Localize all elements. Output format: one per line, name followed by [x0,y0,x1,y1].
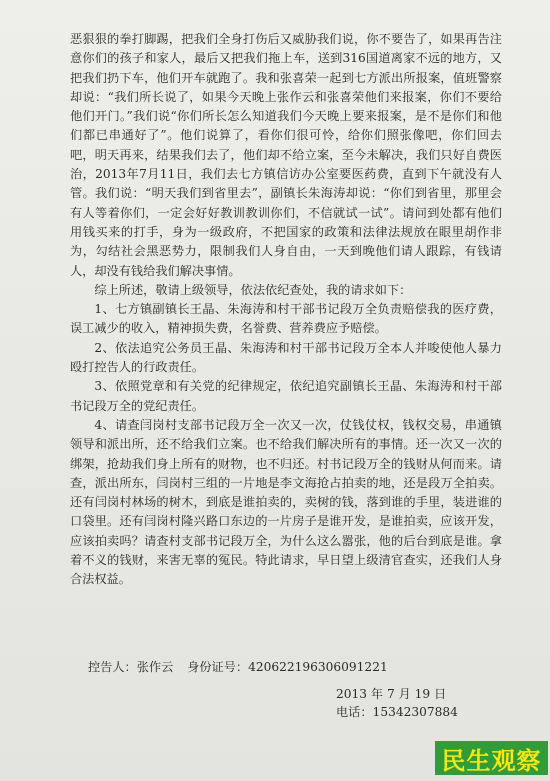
letter-paragraph: 恶狠狠的拳打脚踢，把我们全身打伤后又威胁我们说，你不要告了，如果再告注意你们的孩子和家人，最后又把我们拖上车，送到316国道离家不远的地方，又把我们扔下车，他们开车就跑了。我和张喜荣一起到七方派出所报案，值班警察却说：“我们所长说了，如果今天晚上张作云和张喜荣他们来报案，你们不要给他们开门。”我们说“你们所长怎么知道我们今天晚上要来报案，是不是你们和他们都已串通好了”。他们说算了，看你们很可怜，给你们照张像吧，你们回去吧，明天再来，结果我们去了，他们却不给立案，至今未解决，我们只好自费医治，2013年7月11日，我们去七方镇信访办公室要医药费，直到下午就没有人管。我们说：“明天我们到省里去”，副镇长朱海涛却说：“你们到省里，那里会有人等着你们，一定会好好教训教训你们，不信就试一试”。请问到处都有他们用钱买来的打手，身为一级政府，不把国家的政策和法律法规放在眼里胡作非为，勾结社会黑恶势力，限制我们人身自由，一天到晚他们请人跟踪，有钱请人，却没有钱给我们解决事情。 [70,32,502,278]
letter-paragraph: 1、七方镇副镇长王晶、朱海涛和村干部书记段万全负责赔偿我的医疗费，误工减少的收入，精神损失费，名誉费、营养费应予赔偿。 [70,302,502,336]
letter-paragraph: 2、依法追究公务员王晶、朱海涛和村干部书记段万全本人并唆使他人暴力殴打控告人的行政责任。 [70,340,502,375]
contact-phone: 电话：15342307884 [336,705,458,719]
letter-date: 2013 年 7 月 19 日 [336,687,447,701]
watermark-logo: 民生观察 [435,741,548,775]
complainant-name: 控告人：张作云 [88,660,174,674]
letter-paragraph: 4、请查闫岗村支部书记段万全一次又一次，仗钱仗权，钱权交易，串通镇领导和派出所，还不给我们立案。也不给我们解决所有的事情。还一次又一次的绑架，抢劫我们身上所有的财物，也不归还。村书记段万全的钱财从何而来。请查，派出所东，闫岗村三组的一片地是李文海抢占拍卖的地，还是段万全拍卖。还有闫岗村林场的树木，到底是谁拍卖的，卖树的钱，落到谁的手里，装进谁的口袋里。还有闫岗村隆兴路口东边的一片房子是谁开发，是谁拍卖，应该开发，应该拍卖吗？请查村支部书记段万全，为什么这么嚣张，他的后台到底是谁。拿着不义的钱财，来害无辜的冤民。特此请求，早日望上级清官查实，还我们人身合法权益。 [70,417,502,587]
complainant-id: 身份证号：420622196306091221 [187,660,388,674]
letter-paragraph: 3、依照党章和有关党的纪律规定，依纪追究副镇长王晶、朱海涛和村干部书记段万全的党纪责任。 [70,379,502,413]
complainant-line [88,658,398,675]
letter-paragraph: 综上所述，敬请上级领导，依法依纪查处，我的请求如下： [94,282,412,297]
letter-body [70,30,502,590]
